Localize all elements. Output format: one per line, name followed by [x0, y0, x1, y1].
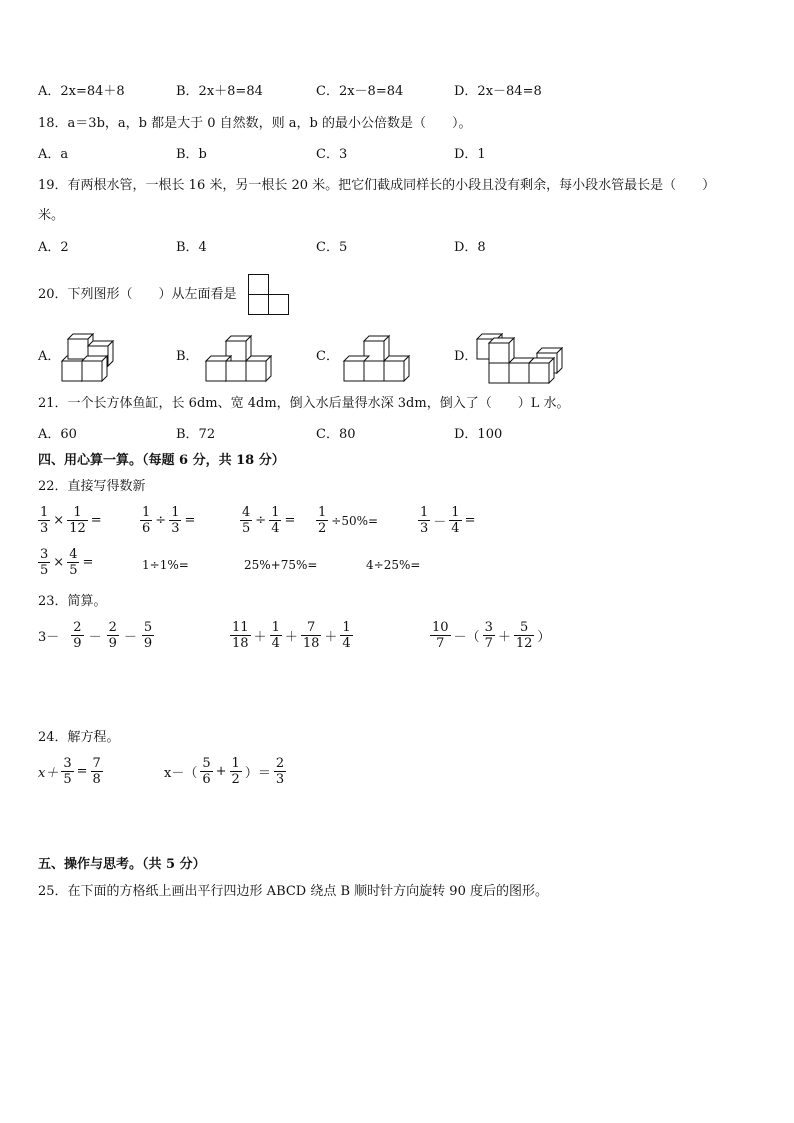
q20-option-d-label: D．	[454, 349, 478, 364]
operator: ＋	[284, 630, 298, 645]
fraction: $\frac{1}{4}$	[342, 620, 351, 651]
fraction: $\frac{1}{3}$	[420, 505, 429, 536]
q18-option-d: D．1	[454, 147, 486, 162]
q20-option-b-label: B．	[176, 349, 199, 364]
q19-stem-line2: 米。	[38, 208, 65, 223]
expression-text: x＋	[38, 766, 59, 781]
fraction: $\frac{1}{4}$	[451, 505, 460, 536]
fraction: $\frac{1}{4}$	[271, 620, 280, 651]
fraction: $\frac{1}{4}$	[271, 505, 280, 536]
equals: =	[82, 555, 94, 570]
equals: =	[76, 764, 88, 779]
expression-text: x－（	[164, 766, 198, 781]
q20-option-d-figure	[475, 326, 571, 384]
q20-option-a-figure	[60, 326, 122, 384]
equals: =	[284, 513, 296, 528]
fraction: $\frac{7}{18}$	[302, 620, 320, 651]
q20-option-c-label: C．	[316, 349, 339, 364]
q18-option-a: A．a	[38, 147, 69, 162]
q22-expr-1	[38, 505, 102, 536]
equals: =	[90, 513, 102, 528]
q25-stem: 25．在下面的方格纸上画出平行四边形 ABCD 绕点 B 顺时针方向旋转 90 度后的图形。	[38, 884, 548, 899]
q22-expr-5	[418, 505, 475, 536]
fraction: $\frac{10}{7}$	[432, 620, 449, 651]
fraction: $\frac{3}{5}$	[63, 756, 72, 787]
fraction: $\frac{1}{2}$	[231, 756, 240, 787]
q21-option-c: C．80	[316, 427, 356, 442]
operator: ＋	[253, 630, 267, 645]
q21-stem: 21．一个长方体鱼缸，长 6dm、宽 4dm，倒入水后量得水深 3dm，倒入了（ ）L 水。	[38, 396, 570, 411]
expression-text: ÷50%=	[331, 513, 379, 528]
q24-stem: 24．解方程。	[38, 730, 120, 745]
equals: =	[464, 513, 476, 528]
q22-stem: 22．直接写得数新	[38, 479, 146, 494]
q22-expr-8: 25%+75%=	[244, 558, 318, 572]
q22-expr-7: 1÷1%=	[142, 558, 189, 572]
q20-stem: 20．下列图形（ ）从左面看是	[38, 287, 237, 302]
fraction: $\frac{5}{9}$	[143, 620, 153, 651]
q20-left-view-figure	[247, 273, 291, 317]
q17-option-b: B．2x＋8=84	[176, 84, 263, 99]
fraction: $\frac{4}{5}$	[69, 547, 78, 578]
expression-text: －（	[453, 630, 480, 645]
fraction: $\frac{3}{5}$	[40, 547, 49, 578]
q23-stem: 23．简算。	[38, 594, 107, 609]
q21-option-b: B．72	[176, 427, 216, 442]
operator: ×	[53, 513, 65, 528]
operator: ＋	[497, 630, 511, 645]
q22-expr-3	[240, 505, 295, 536]
fraction: $\frac{2}{9}$	[108, 620, 117, 651]
fraction: $\frac{1}{6}$	[142, 505, 151, 536]
operator: －	[123, 630, 137, 645]
operator: －	[433, 515, 447, 530]
q22-expr-2	[140, 505, 195, 536]
fraction: $\frac{5}{12}$	[515, 620, 533, 651]
q21-option-d: D．100	[454, 427, 503, 442]
q23-expr-2	[230, 620, 353, 651]
operator: ÷	[255, 513, 267, 528]
q20-option-b-figure	[204, 334, 278, 384]
fraction: $\frac{5}{6}$	[202, 756, 211, 787]
q24-equation-2	[164, 756, 286, 787]
q19-stem-line1: 19．有两根水管，一根长 16 米，另一根长 20 米。把它们截成同样长的小段且没有剩余，每小段水管最长是（ ）	[38, 178, 716, 193]
q21-option-a: A．60	[38, 427, 77, 442]
expression-text: ）＝	[244, 766, 271, 781]
q18-stem: 18．a＝3b，a，b 都是大于 0 自然数，则 a，b 的最小公倍数是（ ）。	[38, 116, 472, 131]
section4-title: 四、用心算一算。（每题 6 分，共 18 分）	[38, 453, 285, 468]
q19-option-a: A．2	[38, 240, 69, 255]
fraction: $\frac{1}{3}$	[171, 505, 180, 536]
operator: ＋	[324, 630, 338, 645]
operator: ×	[53, 555, 65, 570]
expression-text: 3－	[38, 630, 60, 645]
equals: =	[184, 513, 196, 528]
q20-option-c-figure	[342, 334, 416, 384]
q17-option-a: A．2x=84＋8	[38, 84, 125, 99]
fraction: $\frac{1}{12}$	[69, 505, 86, 536]
operator: ÷	[155, 513, 167, 528]
q17-option-d: D．2x－84=8	[454, 84, 542, 99]
q22-expr-9: 4÷25%=	[366, 558, 421, 572]
q19-option-d: D．8	[454, 240, 486, 255]
fraction: $\frac{2}{9}$	[73, 620, 82, 651]
fraction: $\frac{11}{18}$	[232, 620, 249, 651]
operator: +	[215, 764, 227, 779]
q23-expr-1	[38, 620, 154, 651]
fraction: $\frac{4}{5}$	[242, 505, 251, 536]
fraction: $\frac{1}{2}$	[318, 505, 327, 536]
q22-expr-6	[38, 547, 93, 578]
fraction: $\frac{7}{8}$	[92, 756, 101, 787]
q18-option-c: C．3	[316, 147, 348, 162]
q24-equation-1	[38, 756, 103, 787]
q23-expr-3	[430, 620, 550, 651]
expression-text: ）	[537, 630, 551, 645]
q19-option-c: C．5	[316, 240, 348, 255]
operator: －	[88, 630, 102, 645]
section5-title: 五、操作与思考。（共 5 分）	[38, 857, 206, 872]
fraction: $\frac{3}{7}$	[484, 620, 493, 651]
q19-option-b: B．4	[176, 240, 207, 255]
q18-option-b: B．b	[176, 147, 207, 162]
fraction: $\frac{1}{3}$	[40, 505, 49, 536]
q22-expr-4	[316, 505, 378, 536]
q20-option-a-label: A．	[38, 349, 61, 364]
fraction: $\frac{2}{3}$	[275, 756, 285, 787]
q17-option-c: C．2x－8=84	[316, 84, 404, 99]
